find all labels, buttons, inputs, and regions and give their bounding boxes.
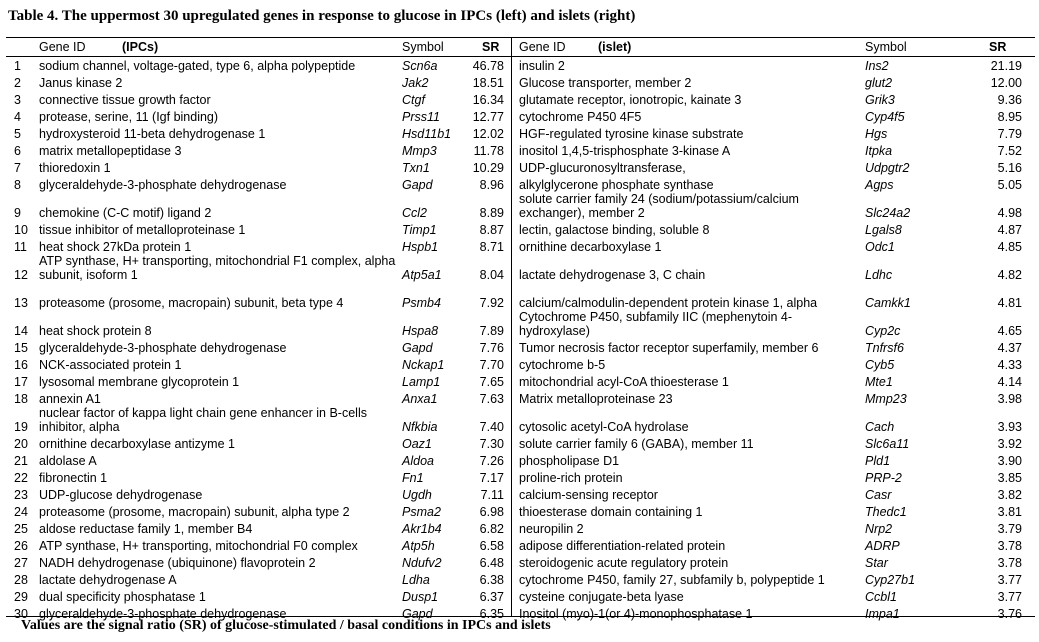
row-number: 21	[14, 454, 28, 468]
ipc-gene-symbol: Gapd	[402, 341, 433, 355]
islet-gene-symbol: Camkk1	[865, 296, 911, 310]
row-number: 30	[14, 607, 28, 621]
islet-gene-name: inositol 1,4,5-trisphosphate 3-kinase A	[519, 144, 731, 158]
ipc-signal-ratio: 7.30	[479, 437, 504, 451]
ipc-signal-ratio: 7.92	[479, 296, 504, 310]
row-number: 9	[14, 206, 21, 220]
table-row	[6, 520, 1035, 537]
ipc-gene-symbol: Lamp1	[402, 375, 441, 389]
ipc-gene-name: glyceraldehyde-3-phosphate dehydrogenase	[39, 178, 287, 192]
islet-gene-symbol: Thedc1	[865, 505, 907, 519]
table-row	[6, 339, 1035, 356]
islet-gene-symbol: Ccbl1	[865, 590, 897, 604]
table-row	[6, 108, 1035, 125]
islet-gene-name: calcium-sensing receptor	[519, 488, 658, 502]
ipc-signal-ratio: 7.11	[480, 488, 504, 502]
ipc-gene-symbol: Hspa8	[402, 324, 439, 338]
table-row	[6, 452, 1035, 469]
islet-gene-name: steroidogenic acute regulatory protein	[519, 556, 729, 570]
islet-signal-ratio: 9.36	[997, 93, 1022, 107]
ipc-gene-name: lactate dehydrogenase A	[39, 573, 177, 587]
row-number: 2	[14, 76, 21, 90]
islet-signal-ratio: 3.90	[997, 454, 1022, 468]
table-footnote: Values are the signal ratio (SR) of glucose-stimulated / basal conditions in IPCs and islets	[21, 618, 551, 633]
table-row	[6, 469, 1035, 486]
table-row	[6, 486, 1035, 503]
islet-gene-name: Tumor necrosis factor receptor superfamily, member 6	[519, 341, 819, 355]
table-row	[6, 356, 1035, 373]
islet-signal-ratio: 7.52	[997, 144, 1022, 158]
row-number: 26	[14, 539, 28, 553]
islet-gene-name: ornithine decarboxylase 1	[519, 240, 662, 254]
row-number: 7	[14, 161, 21, 175]
islet-signal-ratio: 3.98	[997, 392, 1022, 406]
ipc-signal-ratio: 6.98	[479, 505, 504, 519]
islet-signal-ratio: 4.65	[997, 324, 1022, 338]
ipc-gene-name: glyceraldehyde-3-phosphate dehydrogenase	[39, 607, 287, 621]
table-row	[6, 142, 1035, 159]
islet-signal-ratio: 3.81	[997, 505, 1022, 519]
left-header	[6, 38, 511, 57]
ipc-gene-name: proteasome (prosome, macropain) subunit, alpha type 2	[39, 505, 350, 519]
islet-signal-ratio: 3.85	[997, 471, 1022, 485]
row-number: 19	[14, 420, 28, 434]
ipc-gene-name: proteasome (prosome, macropain) subunit, beta type 4	[39, 296, 344, 310]
islet-gene-symbol: Hgs	[865, 127, 888, 141]
islet-gene-name: cytochrome P450 4F5	[519, 110, 642, 124]
islet-signal-ratio: 4.33	[997, 358, 1022, 372]
ipc-gene-symbol: Atp5a1	[402, 268, 442, 282]
islet-gene-symbol: Odc1	[865, 240, 895, 254]
ipc-gene-name: glyceraldehyde-3-phosphate dehydrogenase	[39, 341, 287, 355]
gene-table	[6, 37, 1035, 621]
islet-signal-ratio: 3.92	[997, 437, 1022, 451]
ipc-signal-ratio: 16.34	[472, 93, 504, 107]
ipc-signal-ratio: 7.26	[479, 454, 504, 468]
ipc-gene-symbol: Atp5h	[402, 539, 435, 553]
ipc-gene-name: Janus kinase 2	[39, 76, 123, 90]
islet-gene-symbol: Cyp27b1	[865, 573, 916, 587]
ipc-gene-symbol: Gapd	[402, 607, 433, 621]
ipc-gene-symbol: Ccl2	[402, 206, 428, 220]
row-number: 5	[14, 127, 21, 141]
islet-signal-ratio: 3.79	[997, 522, 1022, 536]
ipc-gene-symbol: Timp1	[402, 223, 437, 237]
ipc-signal-ratio: 6.37	[479, 590, 504, 604]
islet-gene-symbol: Mte1	[865, 375, 893, 389]
table-row	[6, 311, 1035, 339]
left-header-symbol: Symbol	[402, 40, 444, 54]
ipc-gene-symbol: Psmb4	[402, 296, 441, 310]
table-row	[6, 193, 1035, 221]
islet-signal-ratio: 8.95	[997, 110, 1022, 124]
row-number: 23	[14, 488, 28, 502]
islet-gene-name: cytochrome b-5	[519, 358, 606, 372]
islet-signal-ratio: 4.14	[997, 375, 1022, 389]
islet-gene-symbol: Star	[865, 556, 888, 570]
row-number: 27	[14, 556, 28, 570]
table-row	[6, 407, 1035, 435]
islet-gene-name: cytosolic acetyl-CoA hydrolase	[519, 420, 689, 434]
ipc-gene-symbol: Fn1	[402, 471, 424, 485]
table-row	[6, 283, 1035, 311]
ipc-gene-name: NCK-associated protein 1	[39, 358, 182, 372]
row-number: 14	[14, 324, 28, 338]
table-row	[6, 74, 1035, 91]
row-number: 24	[14, 505, 28, 519]
ipc-signal-ratio: 8.96	[479, 178, 504, 192]
table-row	[6, 390, 1035, 407]
islet-gene-symbol: Cach	[865, 420, 895, 434]
ipc-gene-name: matrix metallopeptidase 3	[39, 144, 182, 158]
ipc-gene-name: tissue inhibitor of metalloproteinase 1	[39, 223, 246, 237]
ipc-gene-symbol: Scn6a	[402, 59, 438, 73]
islet-gene-symbol: Pld1	[865, 454, 891, 468]
islet-signal-ratio: 3.93	[997, 420, 1022, 434]
ipc-signal-ratio: 12.02	[472, 127, 504, 141]
row-number: 3	[14, 93, 21, 107]
ipc-gene-name: NADH dehydrogenase (ubiquinone) flavoprotein 2	[39, 556, 316, 570]
ipc-signal-ratio: 7.40	[479, 420, 504, 434]
table-row	[6, 238, 1035, 255]
islet-gene-symbol: Ins2	[865, 59, 889, 73]
right-header-sr: SR	[989, 40, 1007, 54]
table-row	[6, 373, 1035, 390]
islet-signal-ratio: 4.81	[997, 296, 1022, 310]
table-row	[6, 503, 1035, 520]
row-number: 11	[14, 240, 27, 254]
islet-signal-ratio: 4.82	[997, 268, 1022, 282]
ipc-gene-symbol: Ndufv2	[402, 556, 442, 570]
islet-gene-symbol: Grik3	[865, 93, 895, 107]
table-row	[6, 435, 1035, 452]
islet-gene-name: UDP-glucuronosyltransferase,	[519, 161, 686, 175]
islet-signal-ratio: 5.16	[997, 161, 1022, 175]
table-row	[6, 125, 1035, 142]
ipc-gene-name: nuclear factor of kappa light chain gene enhancer in B-cells inhibitor, alpha	[39, 406, 367, 434]
islet-signal-ratio: 4.98	[997, 206, 1022, 220]
ipc-gene-name: annexin A1	[39, 392, 101, 406]
ipc-signal-ratio: 6.82	[479, 522, 504, 536]
islet-gene-name: cytochrome P450, family 27, subfamily b, polypeptide 1	[519, 573, 825, 587]
right-header-gene-id: Gene ID	[519, 40, 566, 54]
islet-gene-name: cysteine conjugate-beta lyase	[519, 590, 684, 604]
islet-gene-name: solute carrier family 24 (sodium/potassium/calcium exchanger), member 2	[519, 192, 799, 220]
ipc-signal-ratio: 12.77	[472, 110, 504, 124]
islet-gene-name: calcium/calmodulin-dependent protein kinase 1, alpha	[519, 296, 818, 310]
table-row	[6, 537, 1035, 554]
islet-signal-ratio: 3.77	[997, 573, 1022, 587]
table-row	[6, 588, 1035, 605]
table-row	[6, 57, 1035, 74]
ipc-gene-name: heat shock 27kDa protein 1	[39, 240, 192, 254]
ipc-signal-ratio: 7.89	[479, 324, 504, 338]
left-header-group: (IPCs)	[122, 40, 159, 54]
ipc-signal-ratio: 7.70	[479, 358, 504, 372]
islet-signal-ratio: 21.19	[990, 59, 1022, 73]
ipc-gene-name: sodium channel, voltage-gated, type 6, alpha polypeptide	[39, 59, 356, 73]
row-number: 18	[14, 392, 28, 406]
ipc-gene-symbol: Ugdh	[402, 488, 432, 502]
ipc-gene-symbol: Txn1	[402, 161, 430, 175]
ipc-signal-ratio: 6.38	[479, 573, 504, 587]
ipc-gene-symbol: Nfkbia	[402, 420, 438, 434]
ipc-gene-name: aldolase A	[39, 454, 97, 468]
islet-gene-name: Matrix metalloproteinase 23	[519, 392, 673, 406]
table-row	[6, 176, 1035, 193]
row-number: 8	[14, 178, 21, 192]
ipc-gene-name: ATP synthase, H+ transporting, mitochondrial F1 complex, alpha subunit, isoform 1	[39, 254, 396, 282]
ipc-gene-name: aldose reductase family 1, member B4	[39, 522, 253, 536]
ipc-gene-symbol: Prss11	[402, 110, 440, 124]
islet-signal-ratio: 4.87	[997, 223, 1022, 237]
islet-gene-name: Glucose transporter, member 2	[519, 76, 692, 90]
ipc-gene-symbol: Akr1b4	[402, 522, 442, 536]
islet-gene-name: insulin 2	[519, 59, 565, 73]
ipc-signal-ratio: 6.48	[479, 556, 504, 570]
ipc-signal-ratio: 18.51	[472, 76, 504, 90]
ipc-signal-ratio: 10.29	[472, 161, 504, 175]
islet-signal-ratio: 3.77	[997, 590, 1022, 604]
islet-gene-symbol: Mmp23	[865, 392, 907, 406]
table-row	[6, 159, 1035, 176]
islet-gene-symbol: Slc24a2	[865, 206, 911, 220]
ipc-gene-name: chemokine (C-C motif) ligand 2	[39, 206, 212, 220]
row-number: 28	[14, 573, 28, 587]
row-number: 29	[14, 590, 28, 604]
right-header-symbol: Symbol	[865, 40, 907, 54]
islet-signal-ratio: 12.00	[990, 76, 1022, 90]
ipc-gene-name: lysosomal membrane glycoprotein 1	[39, 375, 240, 389]
ipc-signal-ratio: 8.89	[479, 206, 504, 220]
table-row	[6, 221, 1035, 238]
left-header-gene-id: Gene ID	[39, 40, 86, 54]
ipc-gene-symbol: Hspb1	[402, 240, 439, 254]
islet-signal-ratio: 4.85	[997, 240, 1022, 254]
islet-gene-symbol: Casr	[865, 488, 892, 502]
ipc-gene-symbol: Ctgf	[402, 93, 425, 107]
islet-gene-name: lactate dehydrogenase 3, C chain	[519, 268, 706, 282]
ipc-signal-ratio: 11.78	[473, 144, 504, 158]
row-number: 12	[14, 268, 28, 282]
ipc-gene-name: ATP synthase, H+ transporting, mitochondrial F0 complex	[39, 539, 358, 553]
islet-gene-symbol: Itpka	[865, 144, 893, 158]
ipc-signal-ratio: 8.04	[479, 268, 504, 282]
islet-gene-name: solute carrier family 6 (GABA), member 11	[519, 437, 754, 451]
row-number: 4	[14, 110, 21, 124]
left-header-sr: SR	[482, 40, 500, 54]
islet-gene-name: mitochondrial acyl-CoA thioesterase 1	[519, 375, 729, 389]
right-header-group: (islet)	[598, 40, 632, 54]
islet-gene-name: Inositol (myo)-1(or 4)-monophosphatase 1	[519, 607, 753, 621]
table-row	[6, 91, 1035, 108]
ipc-gene-name: ornithine decarboxylase antizyme 1	[39, 437, 235, 451]
islet-gene-symbol: Cyp2c	[865, 324, 901, 338]
islet-gene-symbol: Slc6a11	[865, 437, 910, 451]
ipc-signal-ratio: 46.78	[472, 59, 504, 73]
row-number: 22	[14, 471, 28, 485]
row-number: 17	[14, 375, 28, 389]
ipc-gene-name: protease, serine, 11 (Igf binding)	[39, 110, 219, 124]
ipc-gene-symbol: Dusp1	[402, 590, 439, 604]
ipc-gene-symbol: Nckap1	[402, 358, 445, 372]
ipc-gene-name: UDP-glucose dehydrogenase	[39, 488, 203, 502]
islet-gene-symbol: ADRP	[865, 539, 900, 553]
ipc-gene-symbol: Jak2	[402, 76, 429, 90]
islet-signal-ratio: 4.37	[997, 341, 1022, 355]
ipc-signal-ratio: 8.71	[479, 240, 504, 254]
islet-gene-name: Cytochrome P450, subfamily IIC (mephenytoin 4-hydroxylase)	[519, 310, 793, 338]
row-number: 25	[14, 522, 28, 536]
islet-gene-symbol: PRP-2	[865, 471, 902, 485]
islet-signal-ratio: 5.05	[997, 178, 1022, 192]
ipc-gene-symbol: Anxa1	[402, 392, 438, 406]
islet-gene-symbol: Nrp2	[865, 522, 893, 536]
islet-gene-symbol: Agps	[865, 178, 894, 192]
ipc-signal-ratio: 7.63	[479, 392, 504, 406]
islet-gene-symbol: Lgals8	[865, 223, 902, 237]
islet-signal-ratio: 3.82	[997, 488, 1022, 502]
row-number: 13	[14, 296, 28, 310]
islet-gene-name: lectin, galactose binding, soluble 8	[519, 223, 710, 237]
row-number: 1	[14, 59, 21, 73]
row-number: 20	[14, 437, 28, 451]
row-number: 15	[14, 341, 28, 355]
ipc-gene-symbol: Mmp3	[402, 144, 437, 158]
ipc-gene-symbol: Psma2	[402, 505, 441, 519]
islet-gene-name: HGF-regulated tyrosine kinase substrate	[519, 127, 744, 141]
ipc-gene-symbol: Hsd11b1	[402, 127, 452, 141]
islet-gene-name: thioesterase domain containing 1	[519, 505, 703, 519]
islet-signal-ratio: 3.76	[997, 607, 1022, 621]
ipc-gene-name: dual specificity phosphatase 1	[39, 590, 206, 604]
table-row	[6, 255, 1035, 283]
ipc-gene-symbol: Ldha	[402, 573, 430, 587]
islet-gene-symbol: Cyp4f5	[865, 110, 905, 124]
ipc-signal-ratio: 6.58	[479, 539, 504, 553]
islet-gene-name: neuropilin 2	[519, 522, 584, 536]
right-header	[512, 38, 1035, 57]
ipc-gene-symbol: Gapd	[402, 178, 433, 192]
islet-gene-symbol: Tnfrsf6	[865, 341, 904, 355]
islet-gene-name: glutamate receptor, ionotropic, kainate 3	[519, 93, 742, 107]
ipc-gene-symbol: Aldoa	[402, 454, 434, 468]
ipc-gene-symbol: Oaz1	[402, 437, 432, 451]
islet-gene-name: proline-rich protein	[519, 471, 623, 485]
ipc-gene-name: connective tissue growth factor	[39, 93, 211, 107]
table-body	[6, 57, 1035, 622]
islet-gene-symbol: glut2	[865, 76, 893, 90]
row-number: 16	[14, 358, 28, 372]
islet-signal-ratio: 3.78	[997, 539, 1022, 553]
islet-gene-symbol: Ldhc	[865, 268, 893, 282]
row-number: 10	[14, 223, 28, 237]
islet-gene-name: phospholipase D1	[519, 454, 620, 468]
ipc-gene-name: heat shock protein 8	[39, 324, 152, 338]
ipc-signal-ratio: 7.76	[479, 341, 504, 355]
ipc-signal-ratio: 7.65	[479, 375, 504, 389]
ipc-gene-name: hydroxysteroid 11-beta dehydrogenase 1	[39, 127, 266, 141]
ipc-signal-ratio: 7.17	[479, 471, 504, 485]
table-caption: Table 4. The uppermost 30 upregulated genes in response to glucose in IPCs (left) and islets (right)	[8, 8, 636, 24]
row-number: 6	[14, 144, 21, 158]
islet-gene-name: alkylglycerone phosphate synthase	[519, 178, 714, 192]
islet-gene-symbol: Cyb5	[865, 358, 895, 372]
islet-gene-symbol: Impa1	[865, 607, 900, 621]
islet-gene-name: adipose differentiation-related protein	[519, 539, 726, 553]
ipc-gene-name: fibronectin 1	[39, 471, 108, 485]
islet-signal-ratio: 7.79	[997, 127, 1022, 141]
ipc-signal-ratio: 8.87	[479, 223, 504, 237]
table-row	[6, 554, 1035, 571]
ipc-gene-name: thioredoxin 1	[39, 161, 111, 175]
islet-signal-ratio: 3.78	[997, 556, 1022, 570]
islet-gene-symbol: Udpgtr2	[865, 161, 910, 175]
table-row	[6, 571, 1035, 588]
ipc-signal-ratio: 6.35	[479, 607, 504, 621]
